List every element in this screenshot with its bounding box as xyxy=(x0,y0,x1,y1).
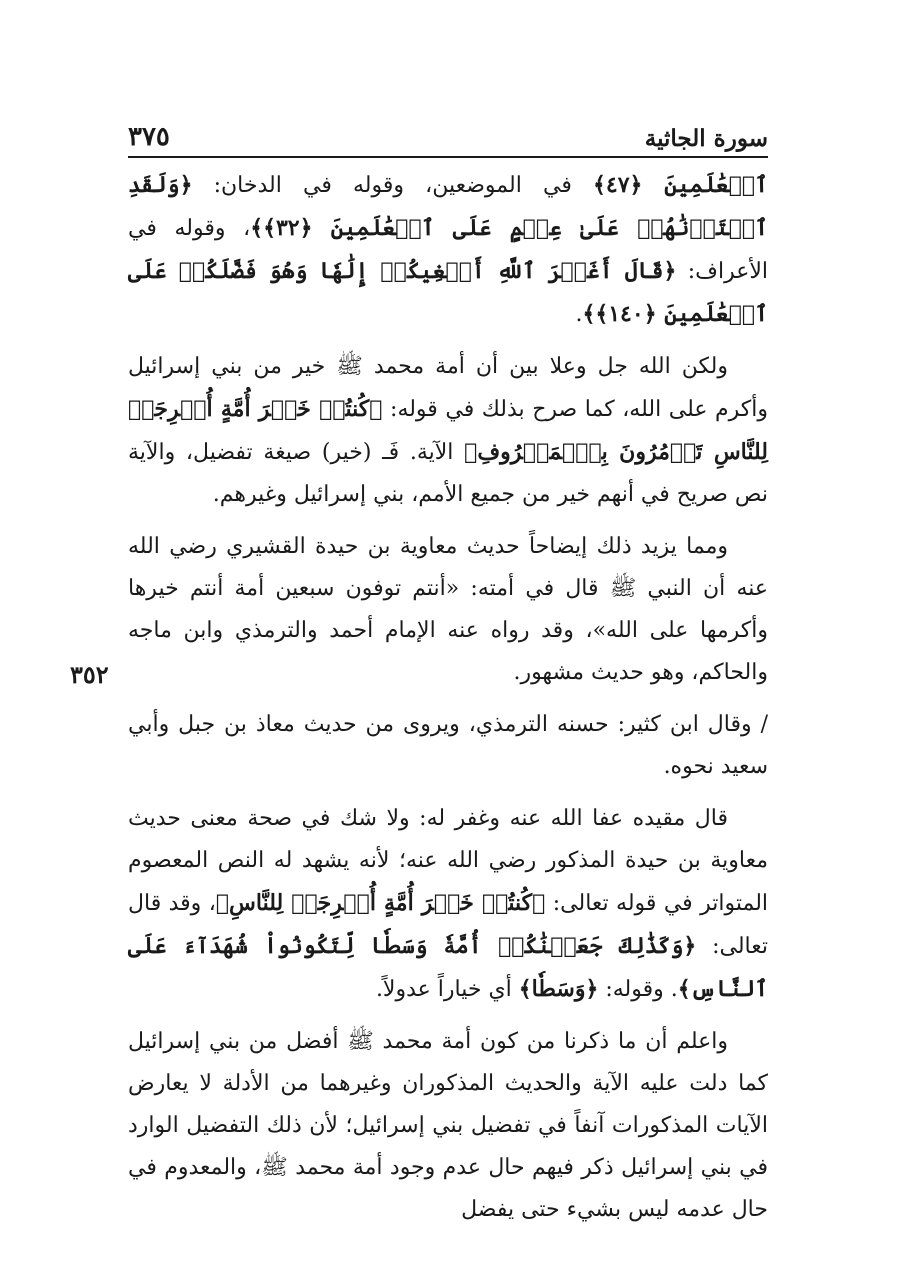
quran-verse: ﴿وَسَطٗا﴾ xyxy=(518,976,599,1002)
paragraph-text: أي خياراً عدولاً. xyxy=(375,977,519,1002)
paragraph-text: في الموضعين، وقوله في الدخان: xyxy=(192,173,593,198)
paragraph-text: ومما يزيد ذلك إيضاحاً حديث معاوية بن حيدة القشيري رضي الله عنه أن النبي ﷺ قال في أمته: «أنتم توفون سبعين أمة أنتم خيرها وأكرمها على الله»، وقد رواه عنه الإمام أحمد والترمذي وابن ماجه والحاكم، وهو حديث مشهور. xyxy=(128,534,768,685)
quran-verse: ﴿قَالَ أَغَيۡرَ ٱللَّهِ أَبۡغِيكُمۡ إِلَٰهٗا وَهُوَ فَضَّلَكُمۡ عَلَى ٱلۡعَٰلَمِينَ ﴿١٤٠﴾﴾ xyxy=(128,258,768,327)
paragraph-text: . وقوله: xyxy=(598,977,678,1002)
body-text xyxy=(128,164,768,1241)
quran-verse: ٱلۡعَٰلَمِينَ ﴿٤٧﴾ xyxy=(593,172,768,198)
margin-page-reference: ٣٥٢ xyxy=(70,660,109,689)
paragraph xyxy=(128,1021,768,1231)
paragraph-text: واعلم أن ما ذكرنا من كون أمة محمد ﷺ أفضل من بني إسرائيل كما دلت عليه الآية والحديث المذكوران وغيرهما من الأدلة لا يعارض الآيات المذكورات آنفاً في تفضيل بني إسرائيل؛ لأن ذلك التفضيل الوارد في بني إسرائيل ذكر فيهم حال عدم وجود أمة محمد ﷺ، والمعدوم في حال عدمه ليس بشيء حتى يفضل xyxy=(128,1029,768,1222)
page-number: ٣٧٥ xyxy=(128,122,170,152)
paragraph xyxy=(128,346,768,516)
paragraph xyxy=(128,164,768,336)
paragraph xyxy=(128,704,768,788)
paragraph-text: ولكن الله جل وعلا بين أن أمة محمد ﷺ خير من بني إسرائيل وأكرم على الله، كما صرح بذلك في قوله: xyxy=(128,354,769,422)
quran-verse: ﴿كُنتُمۡ خَيۡرَ أُمَّةٍ أُخۡرِجَتۡ لِلنَّاسِ﴾ xyxy=(215,890,546,916)
quran-verse: ﴿كُنتُمۡ خَيۡرَ أُمَّةٍ أُخۡرِجَتۡ لِلنَّاسِ تَأۡمُرُونَ بِٱلۡمَعۡرُوفِ﴾ xyxy=(128,396,768,465)
page-header xyxy=(128,112,768,152)
paragraph-text: / وقال ابن كثير: حسنه الترمذي، ويروى من حديث معاذ بن جبل وأبي سعيد نحوه. xyxy=(128,712,768,779)
quran-verse: ﴿وَلَقَدِ ٱخۡتَرۡنَٰهُمۡ عَلَىٰ عِلۡمٍ عَلَى ٱلۡعَٰلَمِينَ ﴿٣٢﴾﴾ xyxy=(128,172,768,241)
surah-title: سورة الجاثية xyxy=(644,125,768,152)
quran-verse: ﴿وَكَذَٰلِكَ جَعَلۡنَٰكُمۡ أُمَّةٗ وَسَطٗا لِّتَكُونُواْ شُهَدَآءَ عَلَى ٱلنَّاسِ﴾ xyxy=(128,933,768,1002)
paragraph-text: ، وقد قال تعالى: xyxy=(128,891,768,959)
header-rule xyxy=(128,156,768,158)
paragraph-text: الآية. فَـ (خير) صيغة تفضيل، والآية نص صريح في أنهم خير من جميع الأمم، بني إسرائيل وغيرهم. xyxy=(128,440,768,507)
paragraph xyxy=(128,798,768,1011)
paragraph xyxy=(128,526,768,694)
paragraph-text: ، وقوله في الأعراف: xyxy=(128,216,769,284)
paragraph-text: . xyxy=(575,302,583,327)
paragraph-text: قال مقيده عفا الله عنه وغفر له: ولا شك في صحة معنى حديث معاوية بن حيدة المذكور رضي الله عنه؛ لأنه يشهد له النص المعصوم المتواتر في قوله تعالى: xyxy=(128,806,769,916)
